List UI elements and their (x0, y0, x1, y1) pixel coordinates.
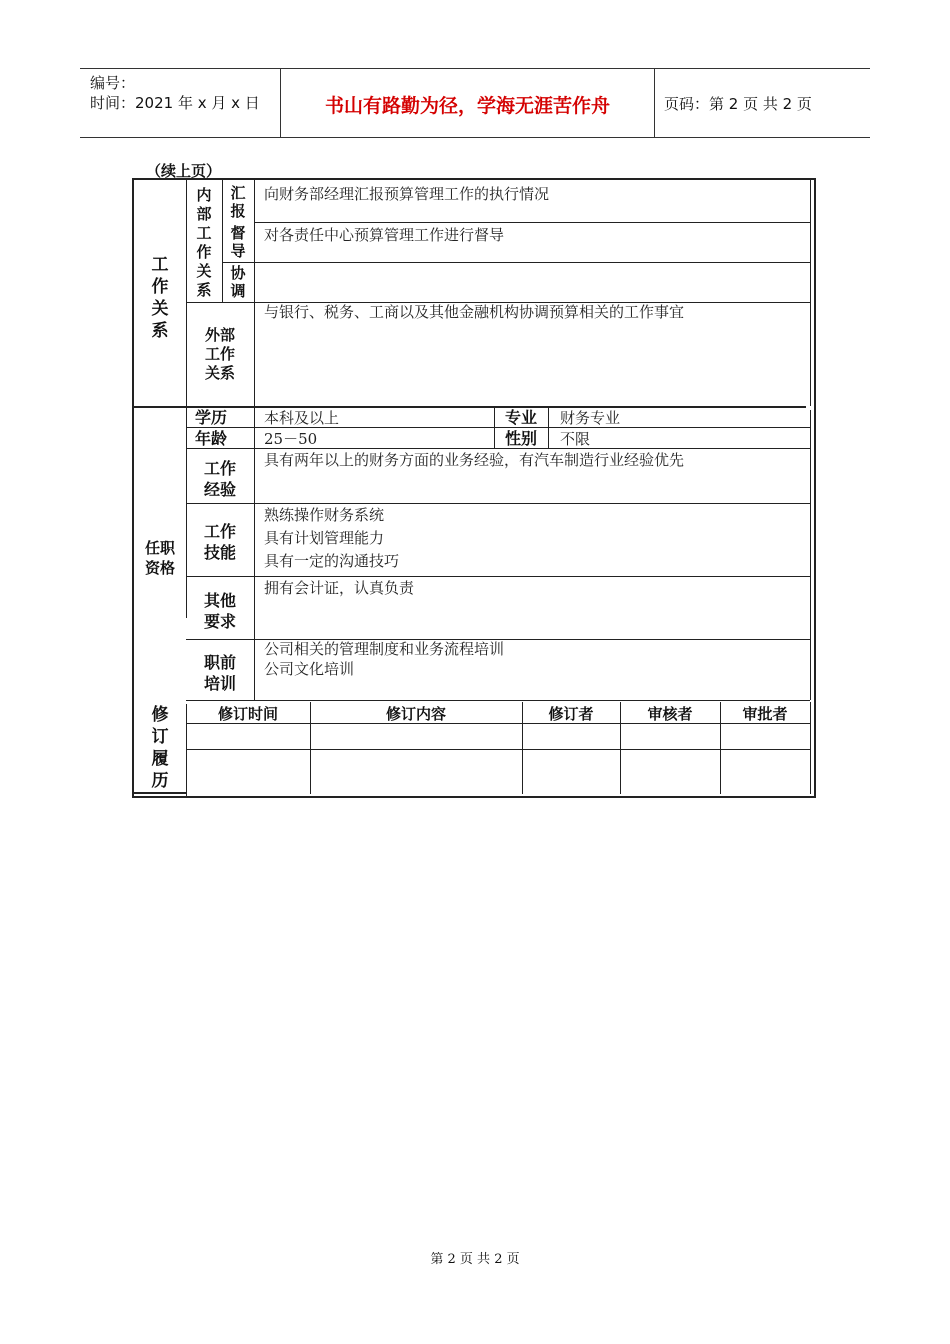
header-page-info: 页码：第 2 页 共 2 页 (664, 95, 812, 113)
work-relations-title: 工 作 关 系 (151, 255, 169, 341)
gender-label: 性别 (504, 429, 537, 448)
grid-line (254, 180, 255, 700)
skill-item: 具有一定的沟通技巧 (264, 552, 400, 570)
supervise-text: 对各责任中心预算管理工作进行督导 (264, 226, 505, 244)
grid-line (548, 408, 549, 448)
skill-item: 熟练操作财务系统 (264, 506, 385, 524)
page-footer: 第 2 页 共 2 页 (430, 1252, 520, 1267)
internal-relations-label: 内 部 工 作 关 系 (196, 186, 212, 299)
grid-line (810, 410, 811, 700)
major-value: 财务专业 (560, 409, 621, 427)
other-requirements-text: 拥有会计证，认真负责 (264, 579, 415, 597)
grid-line (186, 749, 810, 750)
training-list (264, 639, 504, 679)
time-label: 时间：2021 年 x 月 x 日 (90, 94, 260, 112)
skill-item: 具有计划管理能力 (264, 529, 385, 547)
coordinate-label: 协 调 (230, 264, 246, 300)
supervise-label: 督 导 (230, 224, 246, 260)
training-item: 公司文化培训 (264, 660, 355, 678)
skills-list (264, 504, 399, 573)
page-header (80, 68, 870, 138)
continued-label: （续上页） (146, 162, 222, 180)
other-requirements-label: 其他 要求 (203, 591, 236, 631)
major-label: 专业 (504, 408, 537, 427)
grid-line (810, 702, 811, 794)
header-meta (90, 73, 260, 113)
grid-line (186, 700, 810, 701)
grid-line (254, 222, 810, 223)
revision-col-content: 修订内容 (385, 705, 446, 723)
experience-label: 工作 经验 (203, 459, 236, 499)
revision-history-title: 修 订 履 历 (151, 705, 169, 791)
training-item: 公司相关的管理制度和业务流程培训 (264, 640, 505, 658)
revision-col-reviewer: 审核者 (647, 705, 693, 723)
external-relations-text: 与银行、税务、工商以及其他金融机构协调预算相关的工作事宜 (264, 303, 685, 321)
revision-col-approver: 审批者 (742, 705, 788, 723)
grid-line (222, 262, 810, 263)
grid-line (810, 180, 811, 406)
skills-label: 工作 技能 (203, 522, 236, 562)
age-label: 年龄 (194, 429, 227, 448)
experience-text: 具有两年以上的财务方面的业务经验，有汽车制造行业经验优先 (264, 451, 685, 469)
revision-col-reviser: 修订者 (548, 705, 594, 723)
revision-col-time: 修订时间 (217, 705, 278, 723)
report-label: 汇 报 (230, 184, 246, 220)
job-description-form (132, 178, 816, 798)
external-relations-label: 外部 工作 关系 (204, 326, 235, 382)
qualifications-title: 任职 资格 (144, 539, 175, 577)
section-separator (134, 406, 186, 408)
header-motto: 书山有路勤为径，学海无涯苦作舟 (324, 95, 610, 117)
section-separator (134, 792, 186, 794)
gender-value: 不限 (560, 430, 591, 448)
education-value: 本科及以上 (264, 409, 340, 427)
education-label: 学历 (194, 408, 227, 427)
training-label: 职前 培训 (203, 653, 236, 693)
number-label: 编号： (90, 74, 136, 92)
age-value: 25－50 (264, 430, 318, 448)
report-text: 向财务部经理汇报预算管理工作的执行情况 (264, 185, 550, 203)
header-divider (654, 69, 655, 137)
